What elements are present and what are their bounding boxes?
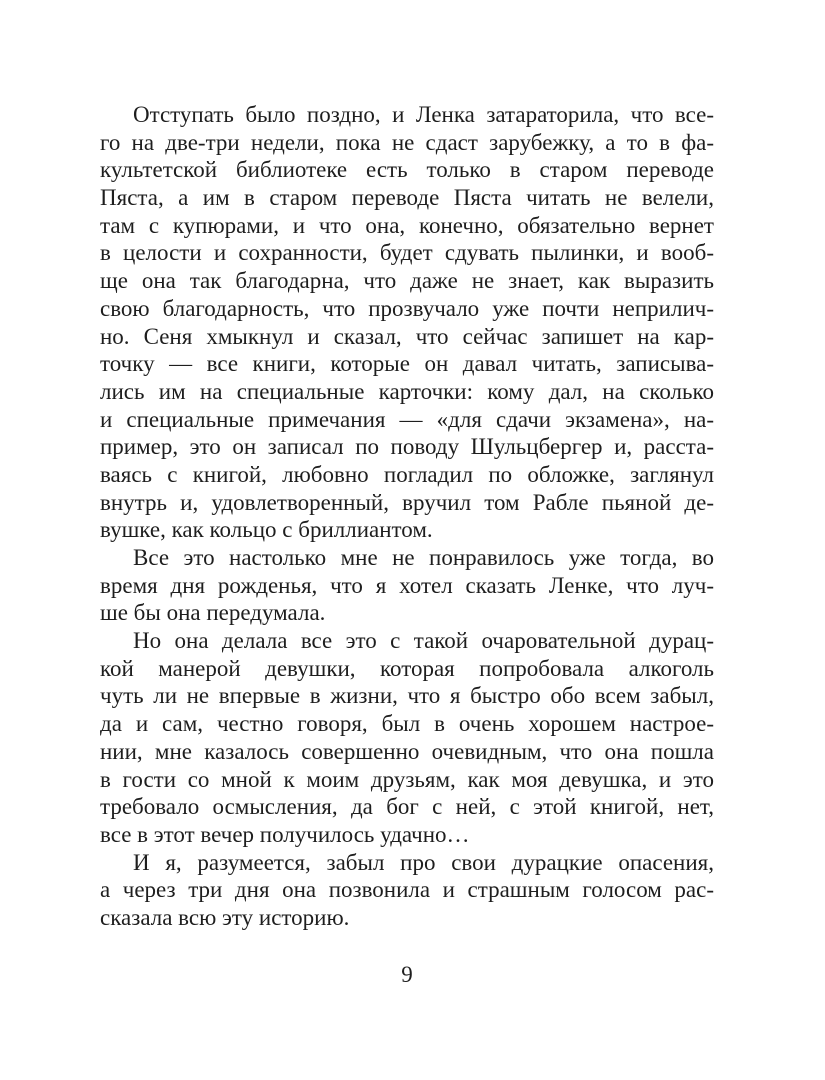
text-line: кой манерой девушки, которая попробовала алкоголь bbox=[100, 655, 714, 681]
text-line: требовало осмысления, да бог с ней, с этой книгой, нет, bbox=[100, 794, 714, 820]
text-line: внутрь и, удовлетворенный, вручил том Рабле пьяной де- bbox=[100, 489, 714, 515]
text-line: пример, это он записал по поводу Шульцбергер и, расста- bbox=[100, 434, 714, 460]
text-line: а через три дня она позвонила и страшным голосом рас- bbox=[100, 877, 714, 903]
page-text bbox=[100, 101, 714, 932]
text-line: и специальные примечания — «для сдачи экзамена», на- bbox=[100, 406, 714, 432]
text-line: в целости и сохранности, будет сдувать пылинки, и вооб- bbox=[100, 240, 714, 266]
text-line: свою благодарность, что прозвучало уже почти неприлич- bbox=[100, 295, 714, 321]
text-line: ше бы она передумала. bbox=[100, 600, 326, 626]
text-line: да и сам, честно говоря, был в очень хорошем настрое- bbox=[100, 711, 714, 737]
text-line: Но она делала все это с такой очаровательной дурац- bbox=[133, 628, 714, 654]
text-line: И я, разумеется, забыл про свои дурацкие опасения, bbox=[133, 849, 714, 875]
text-line: нии, мне казалось совершенно очевидным, что она пошла bbox=[100, 738, 714, 764]
text-line: ще она так благодарна, что даже не знает, как выразить bbox=[100, 268, 714, 294]
text-line: культетской библиотеке есть только в старом переводе bbox=[100, 157, 714, 183]
text-line: лись им на специальные карточки: кому дал, на сколько bbox=[100, 378, 714, 404]
text-line: вушке, как кольцо с бриллиантом. bbox=[100, 517, 433, 543]
text-line: время дня рожденья, что я хотел сказать Ленке, что луч- bbox=[100, 572, 714, 598]
text-line: Все это настолько мне не понравилось уже тогда, во bbox=[133, 545, 714, 570]
text-line: там с купюрами, и что она, конечно, обязательно вернет bbox=[100, 212, 714, 238]
page-number: 9 bbox=[401, 962, 413, 987]
text-line: Пяста, а им в старом переводе Пяста читать не велели, bbox=[100, 185, 714, 211]
text-line: ваясь с книгой, любовно погладил по обложке, заглянул bbox=[100, 461, 714, 487]
text-line: Отступать было поздно, и Ленка затараторила, что все- bbox=[133, 102, 714, 127]
text-line: сказала всю эту историю. bbox=[100, 904, 350, 930]
text-line: точку — все книги, которые он давал читать, записыва- bbox=[100, 351, 714, 377]
text-line: в гости со мной к моим друзьям, как моя девушка, и это bbox=[100, 766, 714, 792]
text-line: все в этот вечер получилось удачно… bbox=[100, 821, 470, 847]
text-line: го на две-три недели, пока не сдаст зарубежку, а то в фа- bbox=[100, 129, 714, 155]
text-line: чуть ли не впервые в жизни, что я быстро обо всем забыл, bbox=[100, 683, 714, 709]
text-line: но. Сеня хмыкнул и сказал, что сейчас запишет на кар- bbox=[100, 323, 714, 349]
